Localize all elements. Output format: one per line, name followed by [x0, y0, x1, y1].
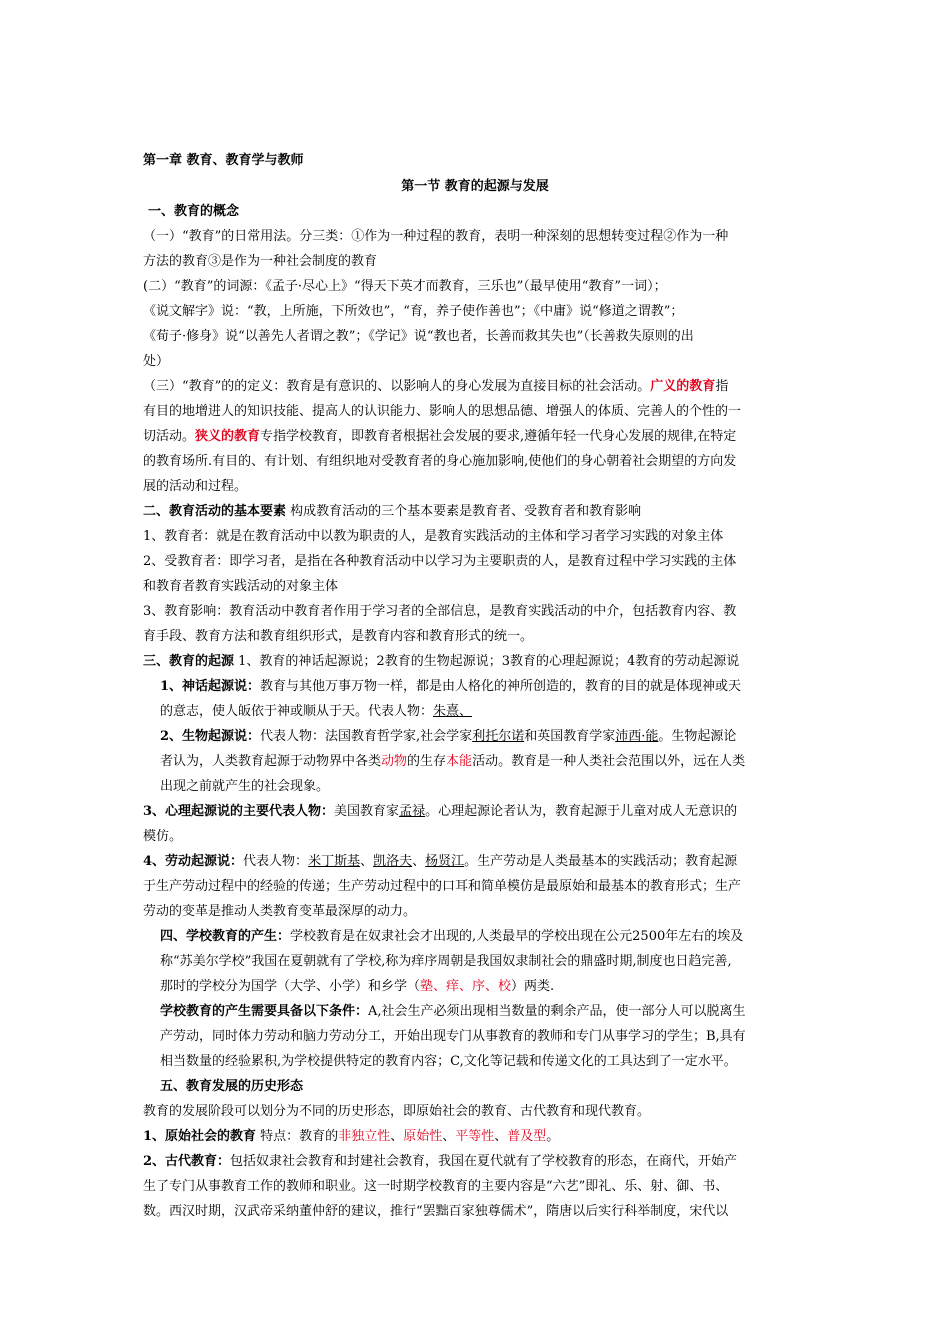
text-span: 3、教育影响：教育活动中教育者作用于学习者的全部信息，是教育实践活动的中介，包括教育内容、教	[143, 604, 737, 619]
text-span: 和英国教育学家	[524, 729, 616, 744]
text-line	[143, 428, 736, 446]
underlined-name: 米丁斯基	[308, 854, 361, 869]
highlighted-term: 广义的教育	[650, 379, 716, 394]
text-span: 。生物起源论	[658, 729, 737, 744]
text-span: 。	[546, 1129, 560, 1144]
text-span: 者认为，人类教育起源于动物界中各类	[160, 754, 382, 769]
text-line	[143, 328, 694, 346]
text-line	[143, 853, 737, 871]
text-span: （三）“教育”的的定义：教育是有意识的、以影响人的身心发展为直接目标的社会活动。	[143, 379, 651, 394]
text-line	[143, 403, 741, 421]
bold-heading: 第一节 教育的起源与发展	[401, 179, 549, 194]
text-line	[160, 728, 736, 746]
text-line	[143, 228, 728, 246]
text-span: 1、教育者：就是在教育活动中以教为职责的人，是教育实践活动的主体和学习者学习实践的对象主体	[143, 529, 724, 544]
text-span: 的教育场所.有目的、有计划、有组织地对受教育者的身心施加影响,使他们的身心朝着社会期望的方向发	[143, 454, 737, 469]
text-line	[160, 1053, 737, 1071]
text-line	[143, 1178, 728, 1196]
text-span: 的生存	[407, 754, 447, 769]
bold-heading: 二、教育活动的基本要素	[143, 504, 287, 519]
text-line	[143, 903, 416, 921]
text-span: 包括奴隶社会教育和封建社会教育，我国在夏代就有了学校教育的形态，在商代，开始产	[230, 1154, 738, 1169]
underlined-name: 杨贤江	[425, 854, 465, 869]
bold-heading: 四、学校教育的产生：	[160, 929, 291, 944]
text-line	[160, 753, 745, 771]
text-line	[143, 1203, 728, 1221]
text-span: 。生产劳动是人类最基本的实践活动；教育起源	[464, 854, 738, 869]
text-span: 代表人物：法国教育哲学家,社会学家	[260, 729, 473, 744]
text-line	[143, 278, 667, 296]
text-span: 教育的发展阶段可以划分为不同的历史形态，即原始社会的教育、古代教育和现代教育。	[143, 1104, 651, 1119]
highlighted-term: 平等性	[455, 1129, 495, 1144]
text-span: 特点：教育的	[256, 1129, 339, 1144]
text-span: 模仿。	[143, 829, 183, 844]
text-span: A,社会生产必须出现相当数量的剩余产品，使一部分人可以脱离生	[368, 1004, 746, 1019]
text-line	[143, 378, 728, 396]
text-span: 、	[442, 1129, 456, 1144]
text-span: 《说文解字》说：“教，上所施，下所效也”，“育，养子使作善也”；《中庸》说“修道之谓教”；	[143, 304, 684, 319]
highlighted-term: 非独立性	[338, 1129, 391, 1144]
text-span: 切活动。	[143, 429, 196, 444]
highlighted-term: 狭义的教育	[195, 429, 261, 444]
text-line	[143, 628, 533, 646]
text-line	[160, 928, 743, 946]
text-span: 、	[412, 854, 426, 869]
section-title	[0, 178, 950, 196]
text-span: 、	[360, 854, 374, 869]
text-span: 、	[494, 1129, 508, 1144]
text-line	[160, 978, 554, 996]
text-line	[160, 678, 741, 696]
text-line	[160, 953, 732, 971]
text-line	[143, 253, 377, 271]
text-span: 劳动的变革是推动人类教育变革最深厚的动力。	[143, 904, 417, 919]
text-span: 美国教育家	[334, 804, 400, 819]
chapter-title	[143, 152, 304, 170]
text-line	[143, 1153, 737, 1171]
text-line	[148, 203, 239, 221]
text-span: 1、教育的神话起源说；2教育的生物起源说；3教育的心理起源说；4教育的劳动起源说	[234, 654, 740, 669]
text-span: （一）“教育”的日常用法。分三类：①作为一种过程的教育，表明一种深刻的思想转变过程②作为一种	[143, 229, 729, 244]
highlighted-term: 原始性	[403, 1129, 443, 1144]
underlined-name: 利托尔诺	[472, 729, 525, 744]
bold-heading: 1、神话起源说：	[160, 679, 261, 694]
text-line	[160, 778, 329, 796]
text-span: 生了专门从事教育工作的教师和职业。这一时期学校教育的主要内容是“六艺”即礼、乐、射、御、书、	[143, 1179, 729, 1194]
highlighted-term: 普及型	[507, 1129, 547, 1144]
text-span: ）两类.	[511, 979, 555, 994]
text-span: 产劳动，同时体力劳动和脑力劳动分工，开始出现专门从事教育的教师和专门从事学习的学生；B,具有	[160, 1029, 746, 1044]
highlighted-term: 本能	[446, 754, 473, 769]
text-span: 数。西汉时期，汉武帝采纳董仲舒的建议，推行“罢黜百家独尊儒术”，隋唐以后实行科举制度，宋代以	[143, 1204, 729, 1219]
highlighted-term: 塾、痒、序、校	[420, 979, 512, 994]
text-span: 学校教育是在奴隶社会才出现的,人类最早的学校出现在公元2500年左右的埃及	[290, 929, 744, 944]
bold-heading: 2、古代教育：	[143, 1154, 231, 1169]
text-span: (二）“教育”的词源：《孟子·尽心上》“得天下英才而教育，三乐也”（最早使用“教育”一词）；	[143, 279, 667, 294]
text-span: 相当数量的经验累积,为学校提供特定的教育内容；C,文化等记载和传递文化的工具达到了一定水平。	[160, 1054, 737, 1069]
text-span: 活动。教育是一种人类社会范围以外，远在人类	[472, 754, 746, 769]
text-line	[143, 1103, 650, 1121]
text-line	[143, 1128, 559, 1146]
text-span: 代表人物：	[243, 854, 309, 869]
text-span: 称“苏美尔学校”我国在夏朝就有了学校,称为痒序周朝是我国奴隶制社会的鼎盛时期,制度也日趋完善,	[160, 954, 732, 969]
text-line	[143, 653, 739, 671]
bold-heading: 一、教育的概念	[148, 204, 240, 219]
underlined-name: 孟禄	[399, 804, 426, 819]
text-span: 展的活动和过程。	[143, 479, 248, 494]
bold-heading: 2、生物起源说：	[160, 729, 261, 744]
text-line	[143, 478, 247, 496]
text-span: 于生产劳动过程中的经验的传递；生产劳动过程中的口耳和简单模仿是最原始和最基本的教育形式；生产	[143, 879, 742, 894]
text-line	[143, 803, 737, 821]
underlined-name: 沛西·能	[615, 729, 659, 744]
highlighted-term: 动物	[381, 754, 408, 769]
text-span: 那时的学校分为国学（大学、小学）和乡学（	[160, 979, 421, 994]
text-span: 、	[390, 1129, 404, 1144]
text-span: 。心理起源论者认为，教育起源于儿童对成人无意识的	[425, 804, 738, 819]
bold-heading: 1、原始社会的教育	[143, 1129, 257, 1144]
bold-heading: 五、教育发展的历史形态	[160, 1079, 304, 1094]
text-line	[143, 578, 338, 596]
text-span: 教育与其他万事万物一样，都是由人格化的神所创造的，教育的目的就是体现神或天	[260, 679, 742, 694]
text-line	[160, 1003, 746, 1021]
text-span: 方法的教育③是作为一种社会制度的教育	[143, 254, 378, 269]
text-line	[160, 703, 472, 721]
text-span: 和教育者教育实践活动的对象主体	[143, 579, 339, 594]
text-line	[160, 1078, 303, 1096]
text-line	[143, 353, 169, 371]
text-line	[143, 503, 641, 521]
text-span: 指	[715, 379, 729, 394]
bold-heading: 学校教育的产生需要具备以下条件：	[160, 1004, 369, 1019]
bold-heading: 第一章 教育、教育学与教师	[143, 153, 304, 168]
text-span: 育手段、教育方法和教育组织形式，是教育内容和教育形式的统一。	[143, 629, 534, 644]
bold-heading: 4、劳动起源说：	[143, 854, 244, 869]
text-line	[143, 828, 182, 846]
text-span: 《荀子·修身》说“以善先人者谓之教”；《学记》说“教也者，长善而救其失也”（长善救失原则的出	[143, 329, 694, 344]
bold-heading: 3、心理起源说的主要代表人物：	[143, 804, 335, 819]
text-line	[143, 303, 683, 321]
text-span: 构成教育活动的三个基本要素是教育者、受教育者和教育影响	[286, 504, 642, 519]
text-line	[143, 553, 736, 571]
text-span: 有目的地增进人的知识技能、提高人的认识能力、影响人的思想品德、增强人的体质、完善人的个性的一	[143, 404, 742, 419]
text-line	[143, 453, 736, 471]
text-span: 处）	[143, 354, 170, 369]
underlined-name: 凯洛夫	[373, 854, 413, 869]
bold-heading: 三、教育的起源	[143, 654, 235, 669]
underlined-name: 朱熹、	[433, 704, 473, 719]
text-line	[143, 878, 741, 896]
text-line	[143, 528, 723, 546]
text-span: 专指学校教育，即教育者根据社会发展的要求,遵循年轻一代身心发展的规律,在特定	[260, 429, 737, 444]
text-span: 2、受教育者：即学习者，是指在各种教育活动中以学习为主要职责的人，是教育过程中学习实践的主体	[143, 554, 737, 569]
text-span: 出现之前就产生的社会现象。	[160, 779, 330, 794]
text-line	[160, 1028, 746, 1046]
text-span: 的意志，使人皈依于神或顺从于天。代表人物：	[160, 704, 434, 719]
text-line	[143, 603, 736, 621]
